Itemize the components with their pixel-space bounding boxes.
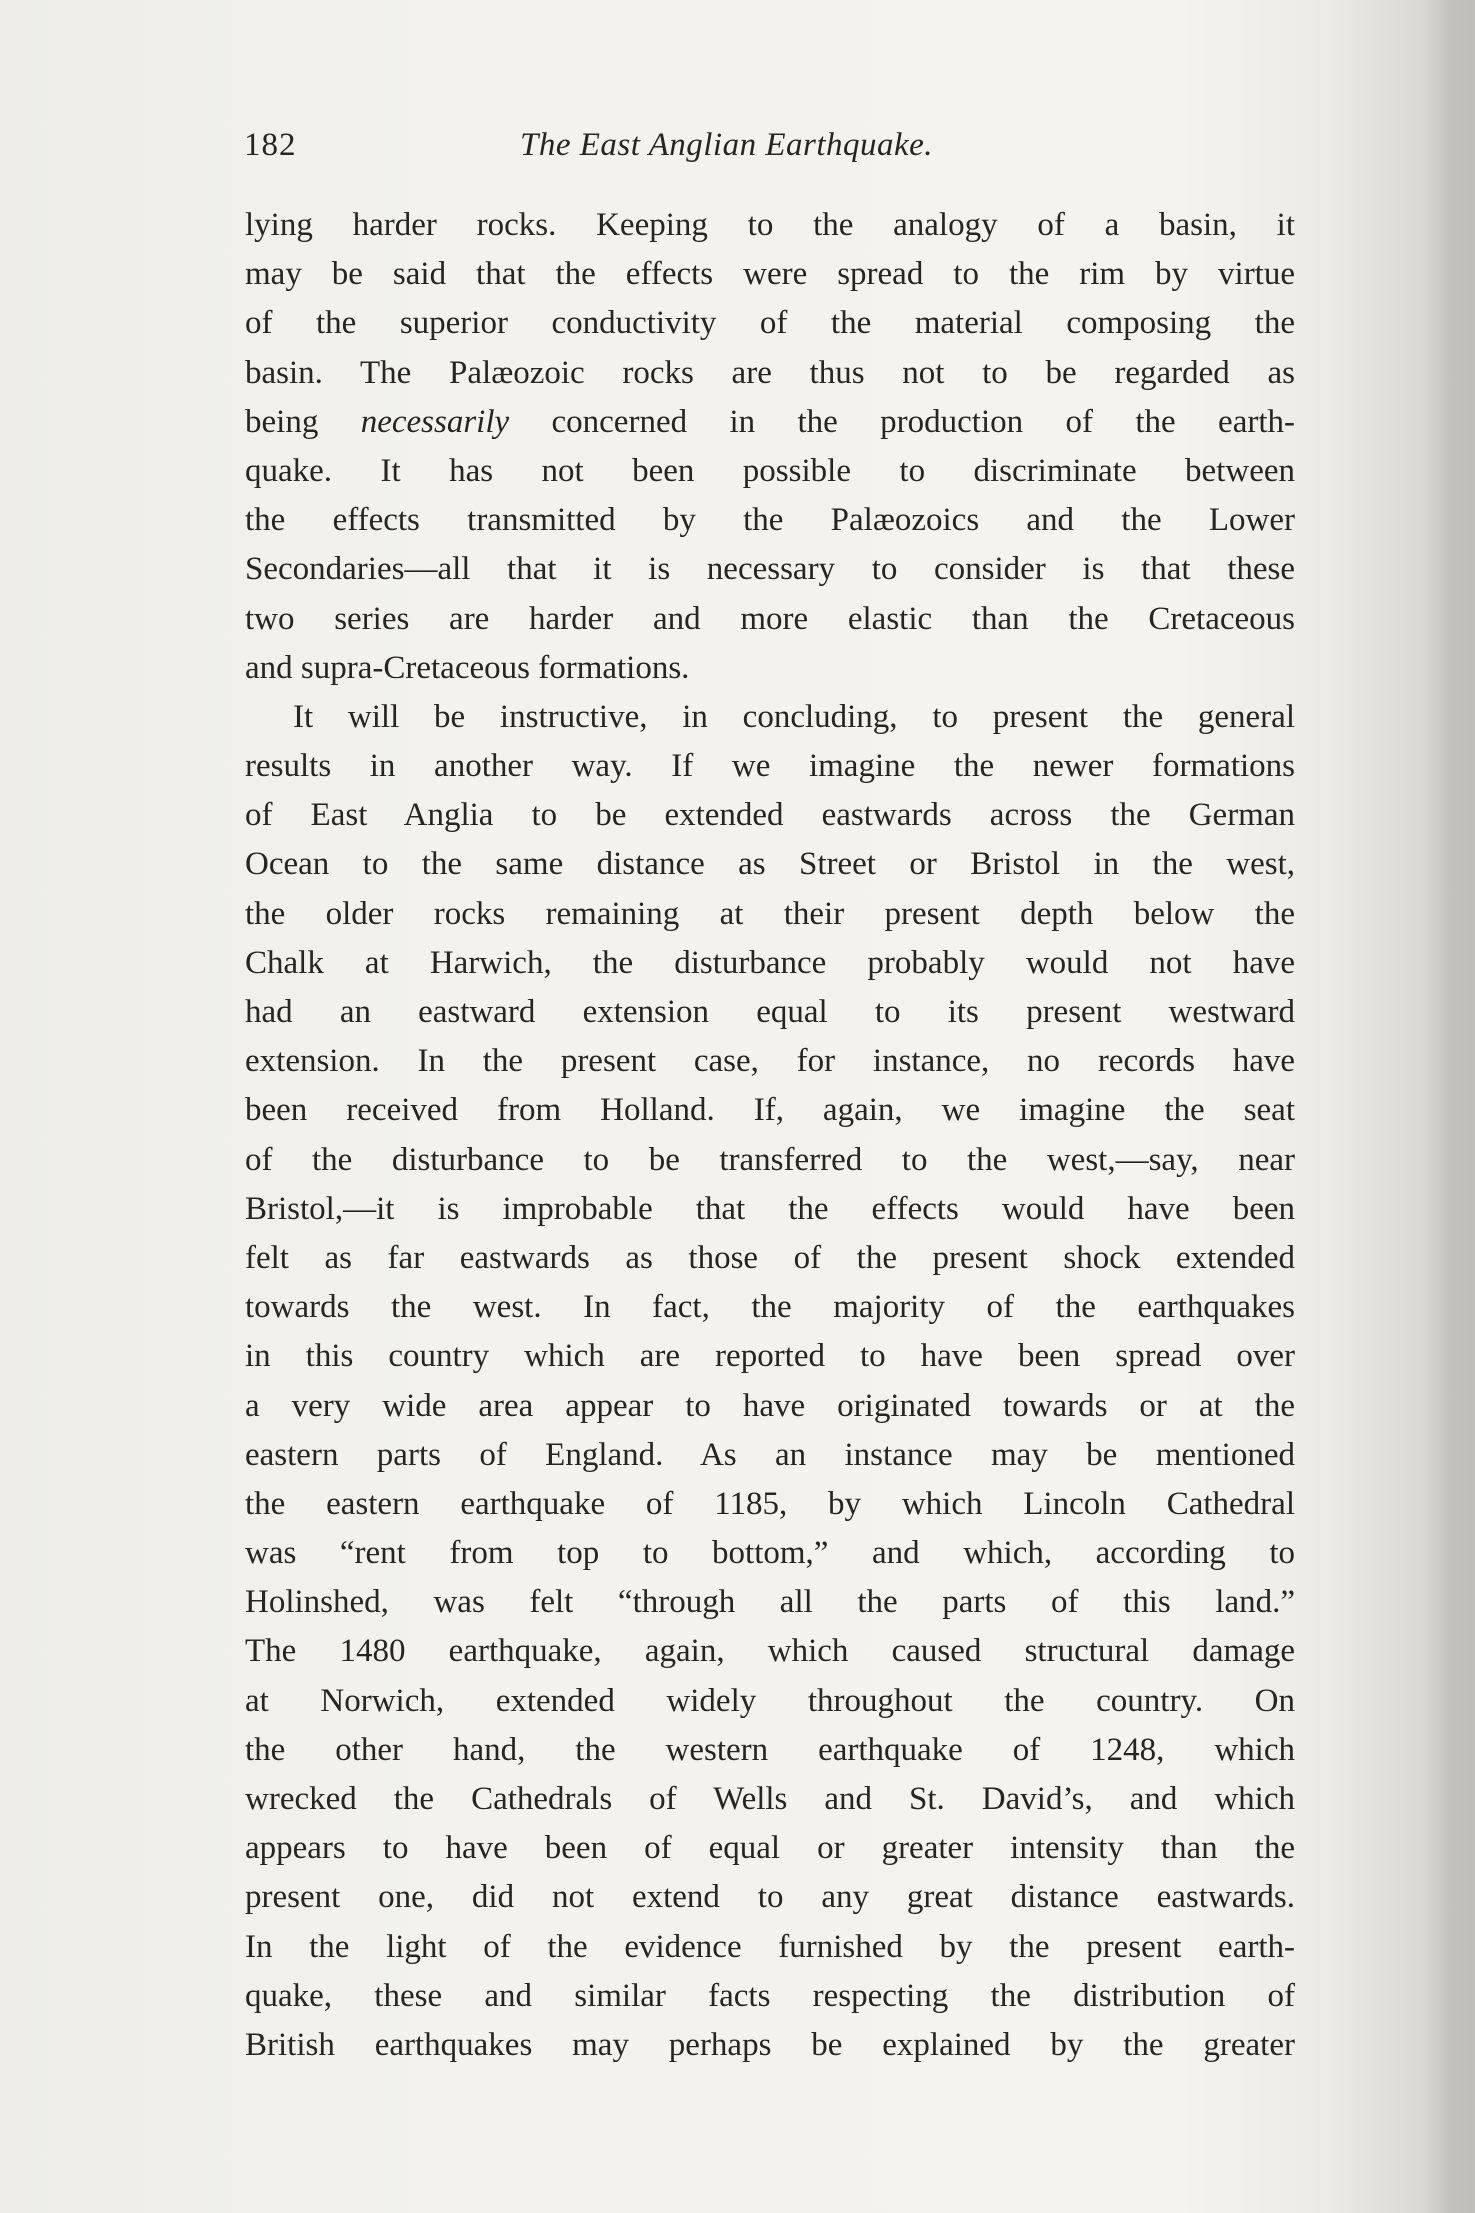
text-line: Secondaries—all that it is necessary to consider is that these [245,551,1295,588]
text-line: Bristol,—it is improbable that the effects would have been [245,1190,1295,1227]
text-line: eastern parts of England. As an instance may be mentioned [245,1436,1295,1473]
text-line: in this country which are reported to have been spread over [245,1338,1295,1375]
text-line: appears to have been of equal or greater intensity than the [245,1830,1295,1867]
page-number: 182 [244,127,297,163]
text-line: of the superior conductivity of the material composing the [245,305,1295,342]
text-line: wrecked the Cathedrals of Wells and St. David’s, and which [245,1781,1295,1817]
text-line: The 1480 earthquake, again, which caused structural damage [245,1633,1295,1670]
text-line: basin. The Palæozoic rocks are thus not to be regarded as [245,354,1295,391]
text-line: extension. In the present case, for instance, no records have [245,1043,1295,1080]
running-title: The East Anglian Earthquake. [520,127,934,163]
text-line: the eastern earthquake of 1185, by which Lincoln Cathedral [245,1485,1295,1522]
text-line: may be said that the effects were spread to the rim by virtue [245,256,1295,293]
text-line: the older rocks remaining at their present depth below the [245,895,1295,932]
text-line: Holinshed, was felt “through all the parts of this land.” [245,1584,1295,1621]
text-line: been received from Holland. If, again, we imagine the seat [245,1092,1295,1129]
text-line: two series are harder and more elastic than the Cretaceous [245,600,1295,637]
text-line: of East Anglia to be extended eastwards across the German [245,797,1295,834]
body-text [245,201,1295,2070]
text-line: In the light of the evidence furnished by the present earth- [245,1928,1295,1965]
text-line: towards the west. In fact, the majority of the earthquakes [245,1289,1295,1326]
text-line: the other hand, the western earthquake of 1248, which [245,1731,1295,1768]
text-line: at Norwich, extended widely throughout the country. On [245,1682,1295,1719]
paragraph-1 [245,201,1295,693]
text-line: the effects transmitted by the Palæozoics and the Lower [245,502,1295,539]
text-line: had an eastward extension equal to its present westward [245,994,1295,1030]
page-header [244,120,1294,170]
text-line: quake. It has not been possible to discriminate between [245,452,1295,489]
text-line: felt as far eastwards as those of the present shock extended [245,1239,1295,1276]
page-gutter-shadow [1420,0,1475,2213]
text-line: Chalk at Harwich, the disturbance probably would not have [245,944,1295,981]
text-line: quake, these and similar facts respecting the distribution of [245,1977,1295,2014]
text-line: present one, did not extend to any great distance eastwards. [245,1879,1295,1916]
text-line: British earthquakes may perhaps be explained by the greater [245,2026,1295,2063]
paragraph-2 [245,693,1295,2070]
text-line: It will be instructive, in concluding, to present the general [293,698,1295,735]
text-line: and supra-Cretaceous formations. [245,649,690,686]
text-line: a very wide area appear to have originated towards or at the [245,1387,1295,1424]
text-line: was “rent from top to bottom,” and which, according to [245,1535,1295,1572]
text-line: lying harder rocks. Keeping to the analogy of a basin, it [245,207,1295,243]
emphasis-text: necessarily [360,403,510,440]
text-line: of the disturbance to be transferred to the west,—say, near [245,1141,1295,1178]
text-line: Ocean to the same distance as Street or Bristol in the west, [245,846,1295,883]
text-line: results in another way. If we imagine the newer formations [245,748,1295,785]
text-line: being necessarily concerned in the production of the earth- [245,403,1295,440]
